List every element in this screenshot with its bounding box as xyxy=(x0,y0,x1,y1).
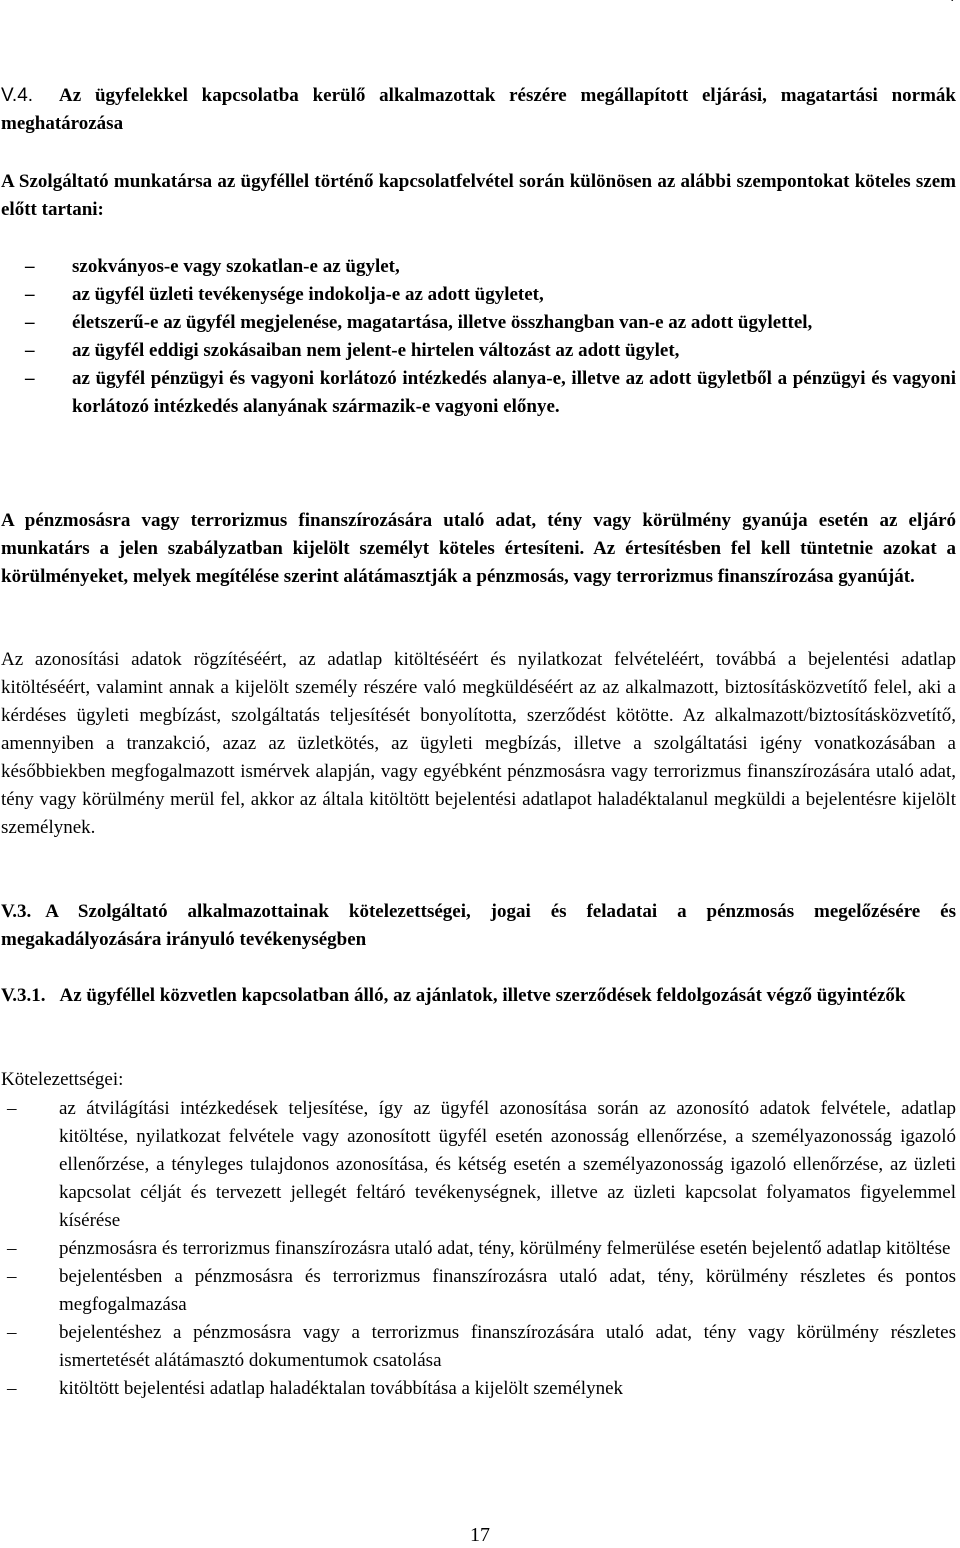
criteria-list xyxy=(1,253,956,421)
intro-paragraph: A Szolgáltató munkatársa az ügyféllel történő kapcsolatfelvétel során különösen az alábbi szempontokat köteles szem előtt tartani: xyxy=(1,171,956,220)
list-item: – pénzmosásra és terrorizmus finanszírozásra utaló adat, tény, körülmény felmerülése esetén bejelentő adatlap kitöltése xyxy=(1,1235,956,1263)
page-number: 17 xyxy=(470,1524,490,1546)
dash-bullet: – xyxy=(25,340,35,361)
list-item: – bejelentésben a pénzmosásra és terrorizmus finanszírozásra utaló adat, tény, körülmény részletes és pontos megfogalmazása xyxy=(1,1263,956,1319)
list-item: – kitöltött bejelentési adatlap haladéktalan továbbítása a kijelölt személynek xyxy=(1,1375,956,1403)
list-item: – bejelentéshez a pénzmosásra vagy a terrorizmus finanszírozására utaló adat, tény vagy körülmény részletes ismertetését alátámasztó dokumentumok csatolása xyxy=(1,1319,956,1375)
list-item: – az ügyfél üzleti tevékenysége indokolja-e az adott ügyletet, xyxy=(1,281,956,309)
section-number: V.4. xyxy=(1,85,34,106)
dash-bullet: – xyxy=(25,284,35,305)
dash-bullet: – xyxy=(7,1098,17,1119)
obligations-label: Kötelezettségei: xyxy=(1,1069,124,1090)
obligations-list xyxy=(1,1095,956,1403)
list-item: – életszerű-e az ügyfél megjelenése, magatartása, illetve összhangban van-e az adott ügylettel, xyxy=(1,309,956,337)
dash-bullet: – xyxy=(7,1322,17,1343)
section-heading-v31 xyxy=(1,982,956,1010)
list-item: – szokványos-e vagy szokatlan-e az ügylet, xyxy=(1,253,956,281)
list-item: – az átvilágítási intézkedések teljesítése, így az ügyfél azonosítása során az azonosító adatok felvétele, adatlap kitöltése, nyilatkozat felvétele vagy azonosított ügyfél esetén azonosság ellenőrzése, a személyazonosság igazoló ellenőrzése, a tényleges tulajdonos azonosítása, és kétség esetén a személyazonosság igazoló ellenőrzése, az üzleti kapcsolat célját és tervezett jellegét feltáró tevékenységnek, illetve az üzleti kapcsolat folyamatos figyelemmel kísérése xyxy=(1,1095,956,1235)
dash-bullet: – xyxy=(25,368,35,389)
section-title: Az ügyfelekkel kapcsolatba kerülő alkalmazottak részére megállapított eljárási, magatartási normák meghatározása xyxy=(1,85,956,134)
dash-bullet: – xyxy=(7,1238,17,1259)
corner-mark xyxy=(951,0,955,6)
list-item: – az ügyfél pénzügyi és vagyoni korlátozó intézkedés alanya-e, illetve az adott ügyletből a pénzügyi és vagyoni korlátozó intézkedés alanyának származik-e vagyoni előnye. xyxy=(1,365,956,421)
section-title: Az ügyféllel közvetlen kapcsolatban álló, az ajánlatok, illetve szerződések feldolgozását végző ügyintézők xyxy=(59,985,906,1006)
notification-paragraph: A pénzmosásra vagy terrorizmus finanszírozására utaló adat, tény vagy körülmény gyanúja esetén az eljáró munkatárs a jelen szabályzatban kijelölt személyt köteles értesíteni. Az értesítésben fel kell tüntetnie azokat a körülményeket, melyek megítélése szerint alátámasztják a pénzmosás, vagy terrorizmus finanszírozása gyanúját. xyxy=(1,510,956,587)
dash-bullet: – xyxy=(7,1378,17,1399)
dash-bullet: – xyxy=(25,256,35,277)
section-title: A Szolgáltató alkalmazottainak kötelezettségei, jogai és feladatai a pénzmosás megelőzésére és megakadályozására irányuló tevékenységben xyxy=(1,901,956,950)
section-number: V.3.1. xyxy=(1,985,46,1006)
dash-bullet: – xyxy=(25,312,35,333)
dash-bullet: – xyxy=(7,1266,17,1287)
list-item: – az ügyfél eddigi szokásaiban nem jelent-e hirtelen változást az adott ügylet, xyxy=(1,337,956,365)
section-number: V.3. xyxy=(1,901,32,922)
section-heading-v4 xyxy=(1,82,956,138)
responsibility-paragraph: Az azonosítási adatok rögzítéséért, az adatlap kitöltéséért és nyilatkozat felvételéért, továbbá a bejelentési adatlap kitöltéséért, valamint annak a kijelölt személy részére való megküldéséért az az alkalmazott, biztosításközvetítő felel, aki a kérdéses ügyleti megbízást, szolgáltatás teljesítését bonyolította, szerződést kötötte. Az alkalmazott/biztosításközvetítő, amennyiben a tranzakció, azaz az üzletkötés, az ügyleti megbízás, illetve a szolgáltatási igény vonatkozásában a későbbiekben megfogalmazott ismérvek alapján, vagy egyébként pénzmosásra vagy terrorizmus finanszírozására utaló adat, tény vagy körülmény merül fel, akkor az általa kitöltött bejelentési adatlapot haladéktalanul megküldi a bejelentésre kijelölt személynek. xyxy=(1,649,956,838)
section-heading-v3 xyxy=(1,898,956,954)
